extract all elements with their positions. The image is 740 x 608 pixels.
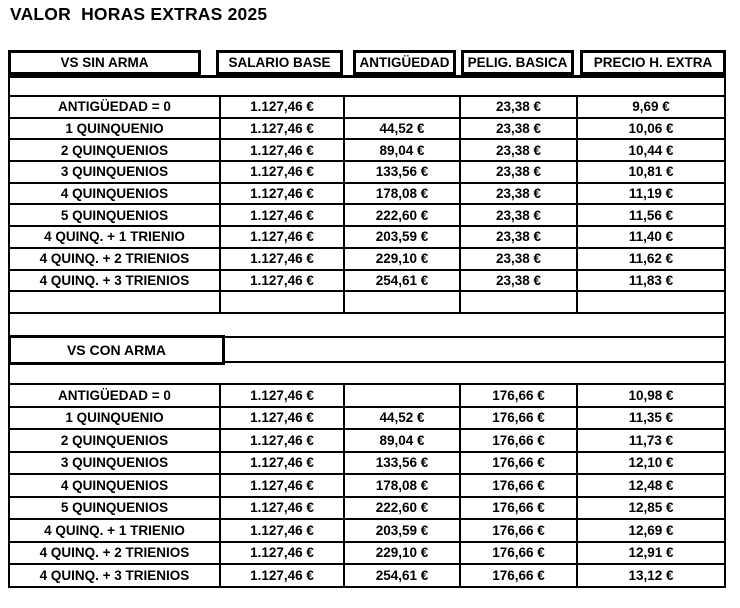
row-label-cell: 4 QUINQ. + 3 TRIENIOS [10,565,221,586]
value-cell: 133,56 € [345,453,461,474]
table-row [8,565,726,588]
value-cell: 1.127,46 € [221,385,345,406]
value-cell: 10,44 € [628,142,674,158]
table-row [8,408,726,431]
value-cell: 1.127,46 € [221,565,345,586]
value-cell: 10,06 € [628,121,674,137]
value-cell: 1.127,46 € [221,97,345,117]
value-cell: 11,62 € [628,251,674,267]
value-cell: 1.127,46 € [221,408,345,429]
value-cell: 44,52 € [345,408,461,429]
spacer-row [8,78,726,97]
value-cell: 1.127,46 € [221,140,345,160]
value-cell: 1.127,46 € [221,271,345,291]
row-label-cell: 4 QUINQ. + 2 TRIENIOS [10,543,221,564]
value-cell: 176,66 € [461,453,578,474]
value-cell: 1.127,46 € [221,453,345,474]
table-row [8,520,726,543]
row-label-cell: 3 QUINQUENIOS [10,453,221,474]
section-1-rows [8,97,726,314]
table-row [8,162,726,184]
column-header-vs-sin-arma: VS SIN ARMA [8,50,201,75]
column-header-antiguedad: ANTIGÜEDAD [353,50,456,75]
table-row [8,271,726,293]
row-label-cell: 1 QUINQUENIO [10,119,221,139]
value-cell: 12,85 € [628,500,674,516]
data-table [8,50,726,588]
value-cell: 11,83 € [628,272,674,288]
row-label-cell: ANTIGÜEDAD = 0 [10,97,221,117]
value-cell: 176,66 € [461,430,578,451]
value-cell: 23,38 € [461,271,578,291]
column-header-precio-h-extra: PRECIO H. EXTRA [580,50,726,75]
row-label-cell: 4 QUINQ. + 1 TRIENIO [10,520,221,541]
empty-row [8,292,726,314]
table-row [8,97,726,119]
row-label-cell: 4 QUINQ. + 1 TRIENIO [10,227,221,247]
value-cell: 203,59 € [345,227,461,247]
value-cell: 12,10 € [628,455,674,471]
row-label-cell: 4 QUINQUENIOS [10,475,221,496]
value-cell: 176,66 € [461,385,578,406]
row-label-cell: 4 QUINQUENIOS [10,184,221,204]
value-cell [461,292,578,312]
table-row [8,249,726,271]
value-cell: 12,69 € [628,522,674,538]
value-cell: 11,73 € [628,432,674,448]
row-label-cell: 2 QUINQUENIOS [10,140,221,160]
value-cell [345,385,461,406]
row-label-cell [10,292,221,312]
row-label-cell: 4 QUINQ. + 2 TRIENIOS [10,249,221,269]
table-row [8,205,726,227]
value-cell: 254,61 € [345,271,461,291]
value-cell [221,292,345,312]
value-cell: 1.127,46 € [221,498,345,519]
value-cell: 44,52 € [345,119,461,139]
value-cell: 254,61 € [345,565,461,586]
value-cell: 23,38 € [461,249,578,269]
value-cell: 203,59 € [345,520,461,541]
table-row [8,385,726,408]
value-cell: 10,98 € [628,387,674,403]
value-cell: 1.127,46 € [221,119,345,139]
value-cell: 12,48 € [628,477,674,493]
row-label-cell: 5 QUINQUENIOS [10,205,221,225]
value-cell: 11,35 € [628,410,674,426]
value-cell: 176,66 € [461,565,578,586]
table-row [8,475,726,498]
row-label-cell: 4 QUINQ. + 3 TRIENIOS [10,271,221,291]
value-cell [345,97,461,117]
value-cell: 176,66 € [461,498,578,519]
value-cell: 176,66 € [461,408,578,429]
value-cell: 176,66 € [461,475,578,496]
table-row [8,119,726,141]
value-cell [578,292,724,312]
table-row [8,140,726,162]
value-cell: 10,81 € [628,164,674,180]
value-cell: 89,04 € [345,430,461,451]
value-cell: 1.127,46 € [221,543,345,564]
row-label-cell: 3 QUINQUENIOS [10,162,221,182]
value-cell: 23,38 € [461,162,578,182]
value-cell: 13,12 € [628,567,674,583]
value-cell: 11,56 € [628,207,674,223]
table-row [8,184,726,206]
value-cell: 12,91 € [628,545,674,561]
value-cell: 23,38 € [461,119,578,139]
value-cell: 11,40 € [628,229,674,245]
value-cell: 1.127,46 € [221,205,345,225]
value-cell: 23,38 € [461,184,578,204]
table-row [8,543,726,566]
section-2-rows [8,385,726,588]
section-2-header-row [8,338,726,363]
value-cell: 1.127,46 € [221,249,345,269]
value-cell: 229,10 € [345,249,461,269]
spacer-row [8,363,726,385]
row-label-cell: 1 QUINQUENIO [10,408,221,429]
section-header-vs-con-arma: VS CON ARMA [8,335,225,365]
column-header-pelig-basica: PELIG. BASICA [461,50,574,75]
value-cell: 176,66 € [461,543,578,564]
value-cell: 222,60 € [345,205,461,225]
value-cell: 178,08 € [345,475,461,496]
value-cell: 23,38 € [461,205,578,225]
table-row [8,453,726,476]
table-row [8,430,726,453]
row-label-cell: 5 QUINQUENIOS [10,498,221,519]
value-cell: 9,69 € [632,99,670,115]
header-row [8,50,726,78]
table-row [8,498,726,521]
row-label-cell: 2 QUINQUENIOS [10,430,221,451]
value-cell: 1.127,46 € [221,227,345,247]
value-cell: 1.127,46 € [221,430,345,451]
column-header-salario-base: SALARIO BASE [216,50,343,75]
value-cell: 1.127,46 € [221,475,345,496]
value-cell: 23,38 € [461,97,578,117]
value-cell: 1.127,46 € [221,520,345,541]
value-cell: 176,66 € [461,520,578,541]
value-cell: 222,60 € [345,498,461,519]
value-cell: 178,08 € [345,184,461,204]
value-cell [345,292,461,312]
value-cell: 23,38 € [461,227,578,247]
value-cell: 1.127,46 € [221,162,345,182]
page-title: VALOR HORAS EXTRAS 2025 [10,4,268,24]
value-cell: 229,10 € [345,543,461,564]
value-cell: 11,19 € [628,186,674,202]
value-cell: 133,56 € [345,162,461,182]
value-cell: 89,04 € [345,140,461,160]
table-row [8,227,726,249]
value-cell: 23,38 € [461,140,578,160]
row-label-cell: ANTIGÜEDAD = 0 [10,385,221,406]
value-cell: 1.127,46 € [221,184,345,204]
